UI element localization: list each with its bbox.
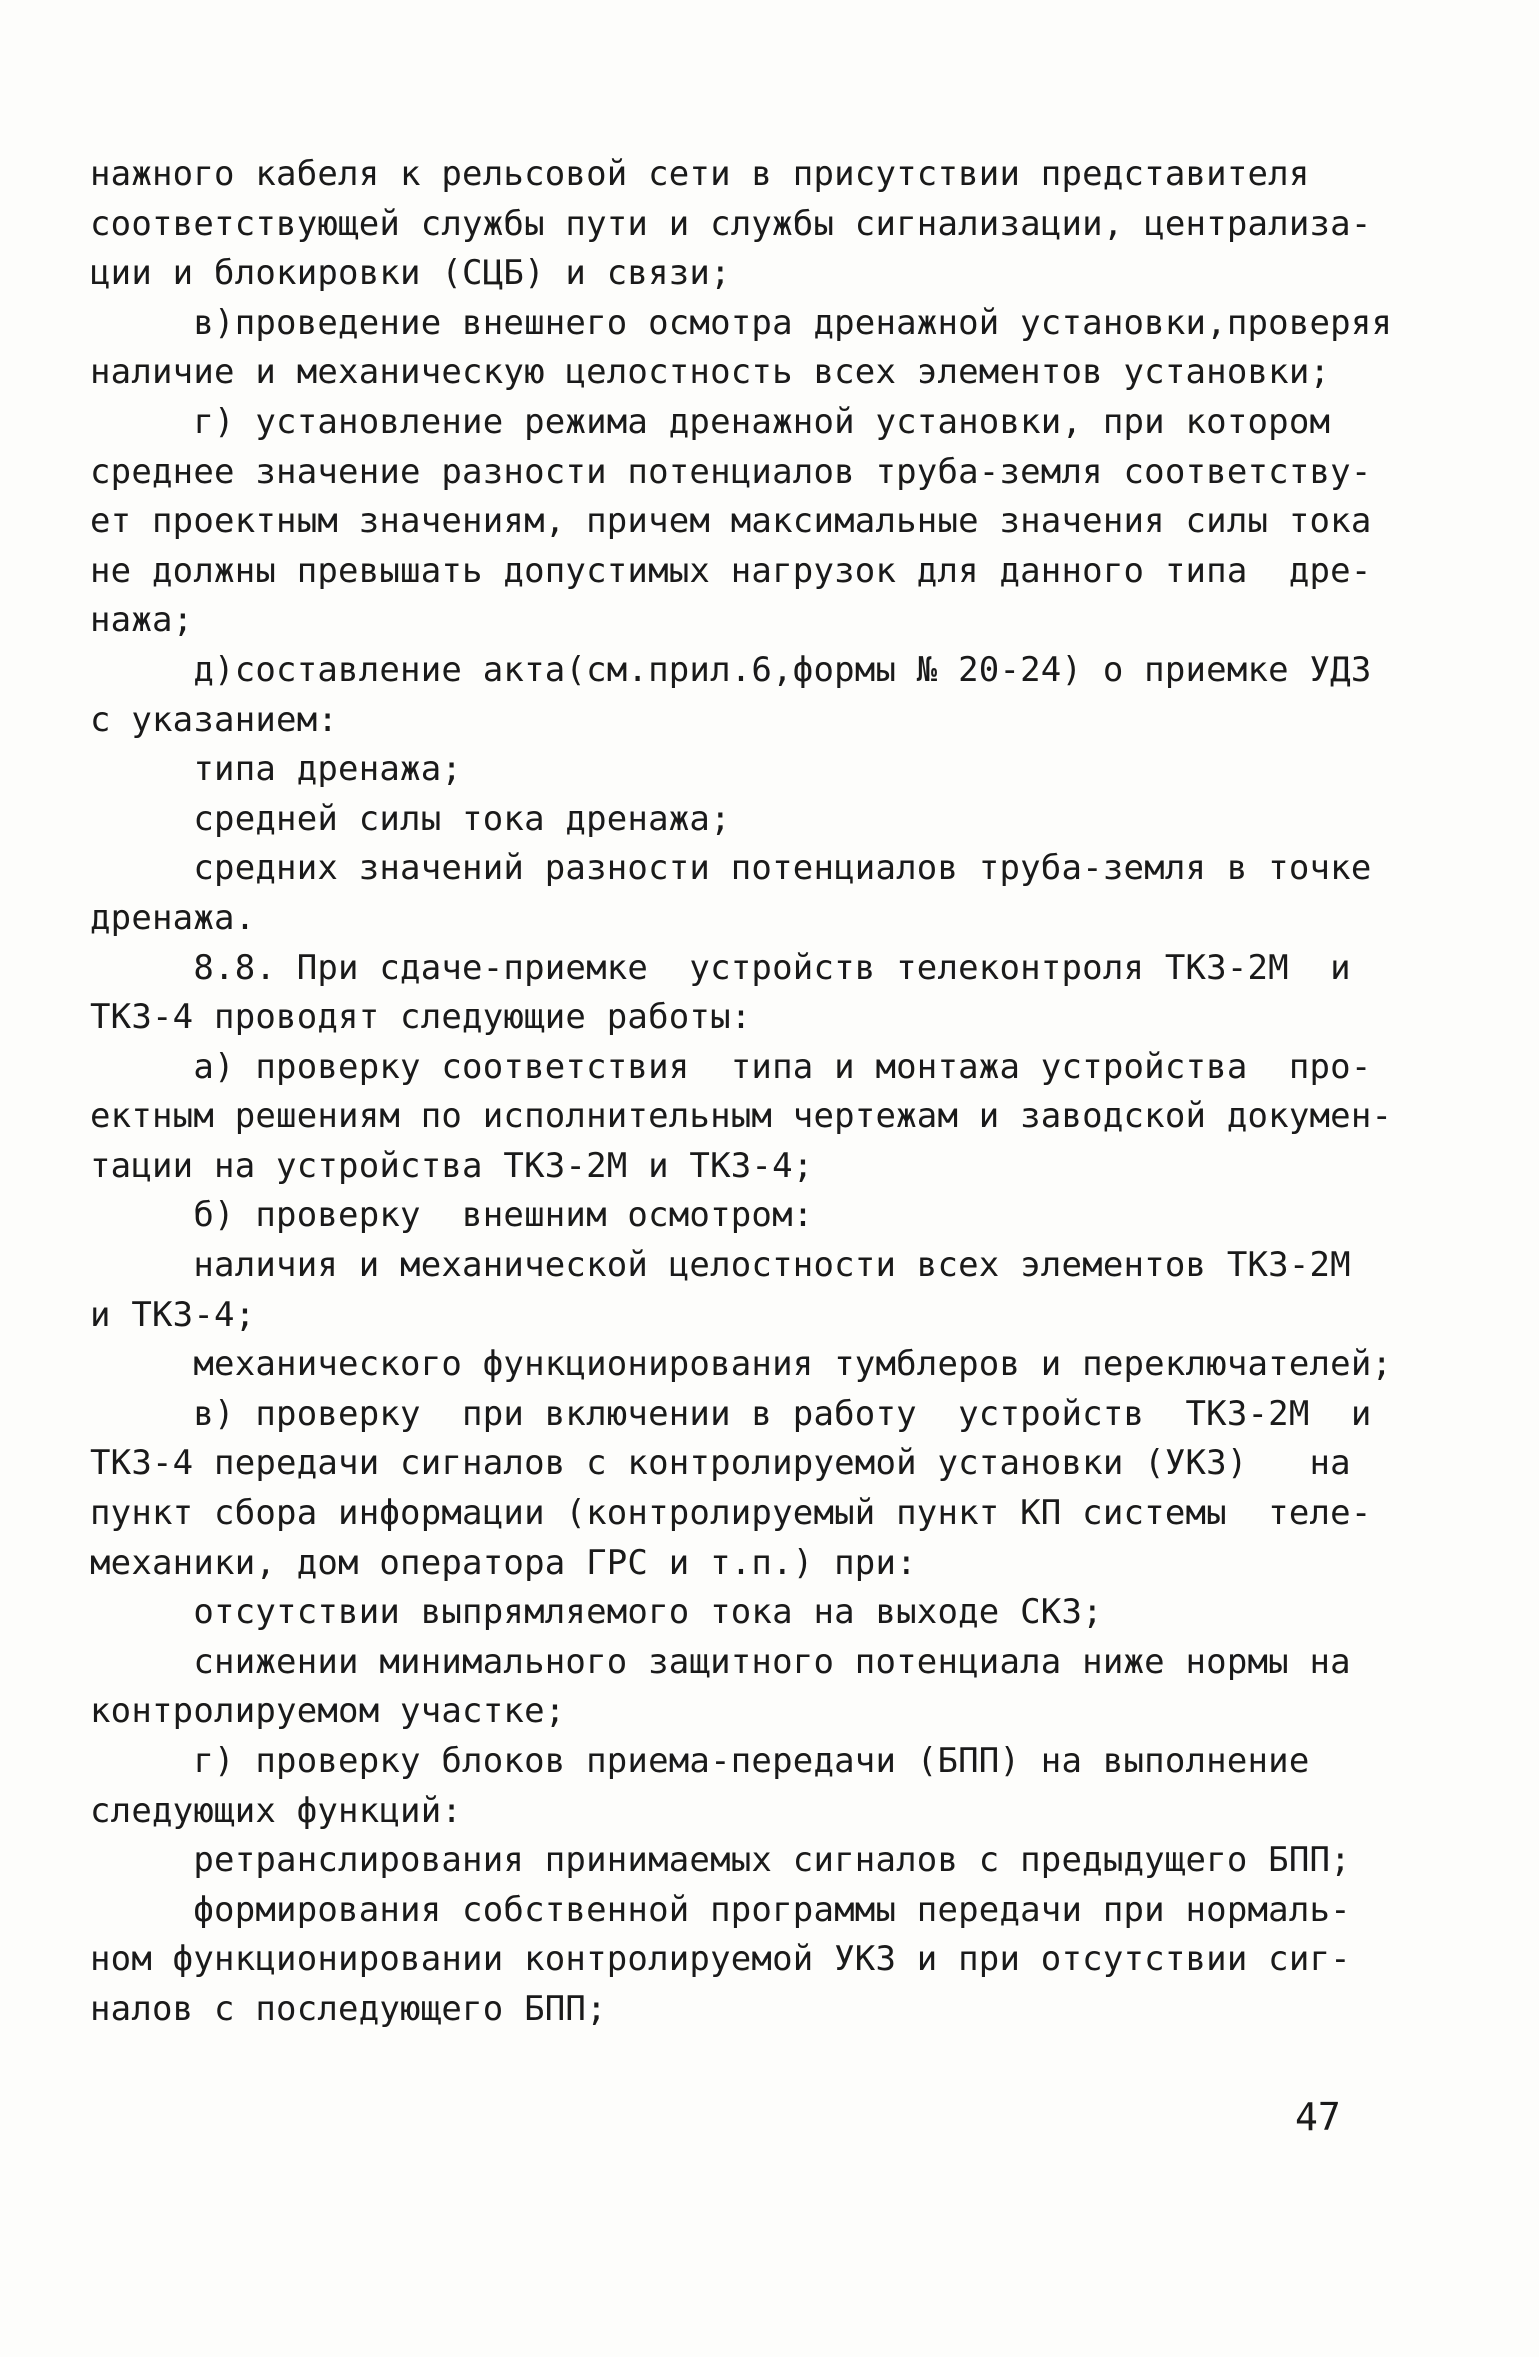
text-line: пункт сбора информации (контролируемый пункт КП системы теле-: [90, 1493, 1372, 1534]
text-line: средней силы тока дренажа;: [90, 798, 731, 839]
text-line: снижении минимального защитного потенциала ниже нормы на: [90, 1641, 1351, 1682]
text-line: тации на устройства ТКЗ-2М и ТКЗ-4;: [90, 1145, 814, 1186]
text-line: механики, дом оператора ГРС и т.п.) при:: [90, 1542, 917, 1583]
text-line: соответствующей службы пути и службы сигнализации, централиза-: [90, 203, 1372, 244]
text-line: 8.8. При сдаче-приемке устройств телеконтроля ТКЗ-2М и: [90, 947, 1351, 988]
text-line: д)составление акта(см.прил.6,формы № 20-24) о приемке УДЗ: [90, 649, 1372, 690]
text-line: дренажа.: [90, 897, 256, 938]
text-line: ТКЗ-4 проводят следующие работы:: [90, 997, 752, 1038]
text-line: нажного кабеля к рельсовой сети в присутствии представителя: [90, 154, 1310, 194]
text-line: следующих функций:: [90, 1790, 463, 1831]
text-line: формирования собственной программы передачи при нормаль-: [90, 1889, 1351, 1930]
text-line: г) проверку блоков приема-передачи (БПП) на выполнение: [90, 1741, 1310, 1781]
text-line: среднее значение разности потенциалов труба-земля соответству-: [90, 451, 1372, 492]
text-line: ции и блокировки (СЦБ) и связи;: [90, 253, 731, 294]
text-line: и ТКЗ-4;: [90, 1294, 256, 1335]
text-line: типа дренажа;: [90, 749, 463, 790]
text-line: б) проверку внешним осмотром:: [90, 1195, 814, 1236]
text-line: налов с последующего БПП;: [90, 1988, 607, 2029]
text-line: ретранслирования принимаемых сигналов с предыдущего БПП;: [90, 1840, 1351, 1881]
document-body-text: [90, 150, 1393, 2035]
page-number: 47: [1295, 2095, 1341, 2139]
text-line: наличия и механической целостности всех элементов ТКЗ-2М: [90, 1245, 1351, 1286]
text-line: ет проектным значениям, причем максимальные значения силы тока: [90, 501, 1372, 542]
text-line: контролируемом участке;: [90, 1691, 566, 1732]
text-line: с указанием:: [90, 699, 339, 740]
text-line: не должны превышать допустимых нагрузок для данного типа дре-: [90, 550, 1372, 591]
text-line: ектным решениям по исполнительным чертежам и заводской докумен-: [90, 1096, 1393, 1137]
text-line: отсутствии выпрямляемого тока на выходе СКЗ;: [90, 1592, 1103, 1633]
text-line: механического функционирования тумблеров и переключателей;: [90, 1344, 1393, 1385]
text-line: средних значений разности потенциалов труба-земля в точке: [90, 848, 1372, 889]
text-line: г) установление режима дренажной установки, при котором: [90, 401, 1331, 442]
text-line: в)проведение внешнего осмотра дренажной установки,проверяя: [90, 302, 1393, 343]
text-line: ном функционировании контролируемой УКЗ и при отсутствии сиг-: [90, 1939, 1351, 1980]
text-line: наличие и механическую целостность всех элементов установки;: [90, 352, 1331, 393]
text-line: в) проверку при включении в работу устройств ТКЗ-2М и: [90, 1393, 1372, 1434]
text-line: ТКЗ-4 передачи сигналов с контролируемой установки (УКЗ) на: [90, 1443, 1351, 1484]
text-line: нажа;: [90, 600, 194, 641]
text-line: а) проверку соответствия типа и монтажа устройства про-: [90, 1046, 1372, 1087]
